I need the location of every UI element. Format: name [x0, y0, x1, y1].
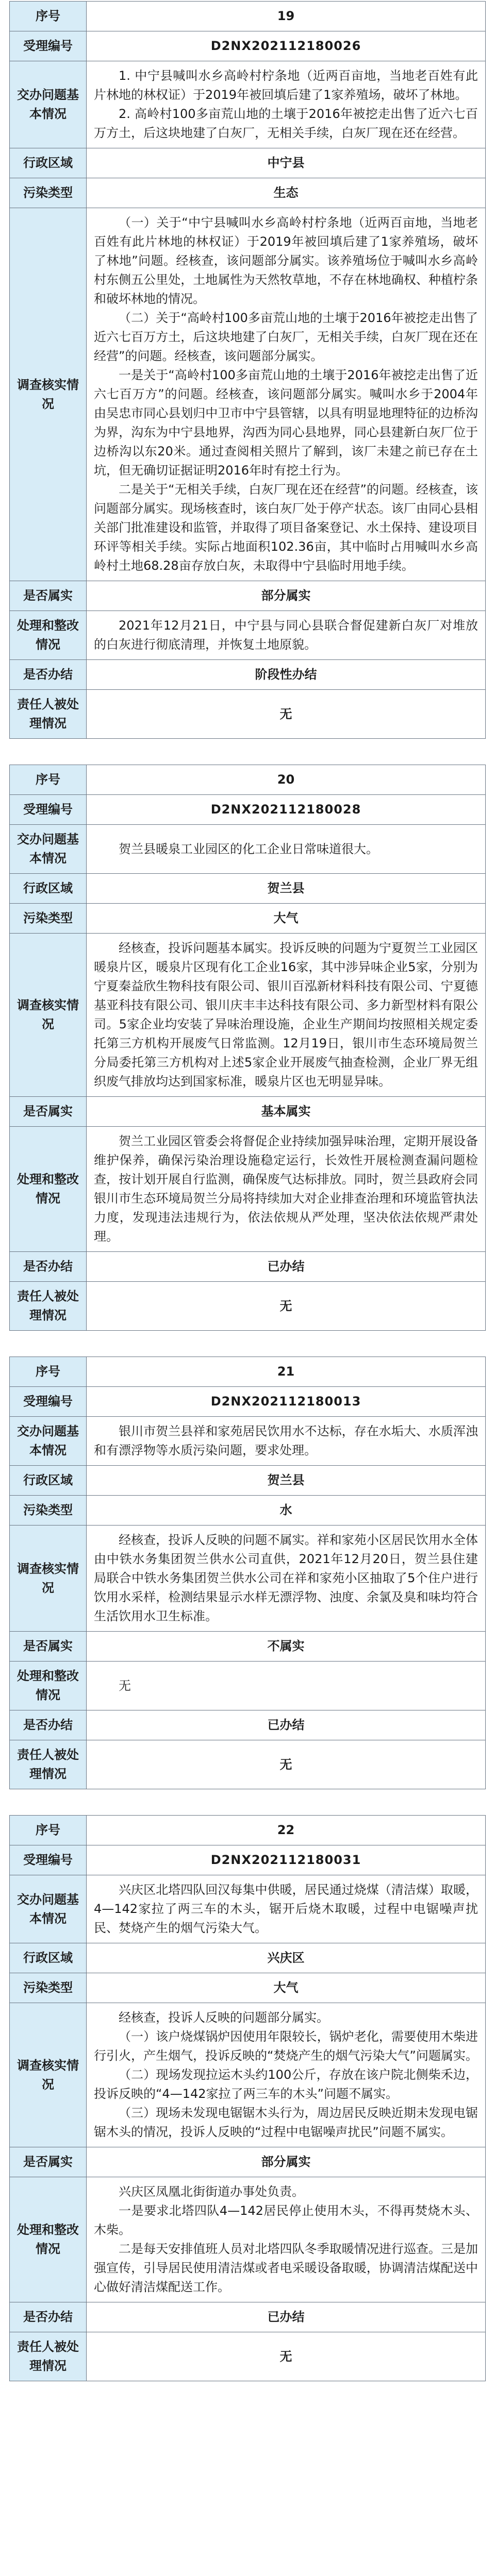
pollution-type-label: 污染类型 — [10, 904, 87, 934]
investigation-text — [87, 1526, 486, 1632]
closed-label: 是否办结 — [10, 660, 87, 690]
seq-label: 序号 — [10, 1357, 87, 1387]
accountability-label: 责任人被处理情况 — [10, 1282, 87, 1331]
row-closed — [10, 1710, 486, 1740]
case-table-22 — [9, 1815, 486, 2381]
district-value: 贺兰县 — [87, 874, 486, 904]
acceptance-no-value: D2NX202112180013 — [87, 1387, 486, 1417]
handling-paragraph: 一是要求北塔四队4—142居民停止使用木头，不得再焚烧木头、木柴。 — [94, 2204, 478, 2237]
seq-value: 19 — [87, 2, 486, 31]
handling-text — [87, 2177, 486, 2302]
row-accountability — [10, 1740, 486, 1789]
row-acceptance-no — [10, 1387, 486, 1417]
investigation-text — [87, 208, 486, 581]
investigation-paragraph: （二）现场发现拉运木头约100公斤，存放在该户院北侧柴禾边，投诉反映的“4—142家拉了两三车的木头”问题不属实。 — [94, 2067, 478, 2101]
handling-paragraph: 2021年12月21日，中宁县与同心县联合督促建新白灰厂对堆放的白灰进行彻底清理，并恢复土地原貌。 — [94, 618, 478, 652]
handling-paragraph: 无 — [119, 1678, 131, 1693]
handling-label: 处理和整改情况 — [10, 2177, 87, 2302]
complaint-paragraph: 贺兰县暖泉工业园区的化工企业日常味道很大。 — [119, 841, 378, 856]
investigation-label: 调查核实情况 — [10, 934, 87, 1097]
investigation-paragraph: 经核查，投诉人反映的问题部分属实。 — [119, 2010, 329, 2025]
row-acceptance-no — [10, 1845, 486, 1875]
row-verified — [10, 1097, 486, 1127]
investigation-paragraph: 经核查，投诉人反映的问题不属实。祥和家苑小区居民饮用水全体由中铁水务集团贺兰供水公司直供，2021年12月20日，贺兰县住建局联合中铁水务集团贺兰供水公司在祥和家苑小区抽取了5个住户进行饮用水采样，检测结果显示水样无漂浮物、浊度、余氯及臭和味均符合生活饮用水卫生标准。 — [94, 1533, 478, 1623]
investigation-label: 调查核实情况 — [10, 2003, 87, 2147]
verified-value: 不属实 — [87, 1632, 486, 1662]
investigation-label: 调查核实情况 — [10, 1526, 87, 1632]
row-accountability — [10, 2332, 486, 2381]
row-investigation — [10, 208, 486, 581]
case-table-19 — [9, 1, 486, 739]
row-district — [10, 1466, 486, 1496]
row-closed — [10, 1252, 486, 1282]
row-closed — [10, 660, 486, 690]
verified-label: 是否属实 — [10, 2147, 87, 2177]
pollution-type-value: 生态 — [87, 178, 486, 208]
investigation-paragraph: 二是关于“无相关手续，白灰厂现在还在经营”的问题。经核查，该问题部分属实。现场核查时，该白灰厂处于停产状态。该厂由同心县相关部门批准建设和监管，并取得了项目备案登记、水土保持、建设项目环评等相关手续。实际占地面积102.36亩，其中临时占用喊叫水乡高岭村土地68.28亩存放白灰，未取得中宁县临时用地手续。 — [94, 482, 478, 573]
pollution-type-value: 大气 — [87, 1973, 486, 2003]
row-investigation — [10, 1526, 486, 1632]
acceptance-no-label: 受理编号 — [10, 31, 87, 61]
verified-label: 是否属实 — [10, 1632, 87, 1662]
acceptance-no-value: D2NX202112180028 — [87, 795, 486, 825]
district-value: 贺兰县 — [87, 1466, 486, 1496]
row-district — [10, 874, 486, 904]
row-investigation — [10, 934, 486, 1097]
verified-label: 是否属实 — [10, 1097, 87, 1127]
row-accountability — [10, 1282, 486, 1331]
row-acceptance-no — [10, 795, 486, 825]
handling-text — [87, 611, 486, 660]
investigation-paragraph: （三）现场未发现电锯锯木头行为，周边居民反映近期未发现电锯锯木头的情况，投诉人反映的“过程中电锯噪声扰民”问题不属实。 — [94, 2106, 478, 2139]
investigation-text — [87, 2003, 486, 2147]
pollution-type-label: 污染类型 — [10, 178, 87, 208]
row-district — [10, 148, 486, 178]
handling-label: 处理和整改情况 — [10, 611, 87, 660]
district-value: 兴庆区 — [87, 1943, 486, 1973]
acceptance-no-label: 受理编号 — [10, 795, 87, 825]
row-complaint — [10, 1875, 486, 1943]
handling-paragraph: 贺兰工业园区管委会将督促企业持续加强异味治理，定期开展设备维护保养，确保污染治理设施稳定运行，长效性开展检测查漏问题检查，按计划开展自行监测，确保废气达标排放。同时，贺兰县政府会同银川市生态环境局贺兰分局将持续加大对企业排查治理和环境监管执法力度，发现违法违规行为，依法依规从严处理，坚决依法依规严肃处理。 — [94, 1134, 478, 1244]
closed-value: 已办结 — [87, 1710, 486, 1740]
row-investigation — [10, 2003, 486, 2147]
verified-value: 部分属实 — [87, 581, 486, 611]
investigation-paragraph: （二）关于“高岭村100多亩荒山地的土壤于2016年被挖走出售了近六七百万方土，后这块地建了白灰厂，无相关手续，白灰厂现在还在经营”的问题。经核查，该问题部分属实。 — [94, 311, 478, 363]
row-complaint — [10, 1417, 486, 1466]
accountability-value: 无 — [87, 690, 486, 739]
acceptance-no-value: D2NX202112180031 — [87, 1845, 486, 1875]
investigation-label: 调查核实情况 — [10, 208, 87, 581]
handling-label: 处理和整改情况 — [10, 1127, 87, 1252]
table-gap — [0, 739, 495, 765]
table-gap — [0, 1789, 495, 1815]
row-acceptance-no — [10, 31, 486, 61]
investigation-paragraph: （一）关于“中宁县喊叫水乡高岭村柠条地（近两百亩地，当地老百姓有此片林地的林权证）于2019年被回填后建了1家养殖场，破坏了林地”问题。经核查，该问题部分属实。该养殖场位于喊叫水乡高岭村东侧五公里处，土地属性为天然牧草地，不存在林地确权、种植柠条和破坏林地的情况。 — [94, 215, 478, 306]
acceptance-no-value: D2NX202112180026 — [87, 31, 486, 61]
complaint-paragraph: 2. 高岭村100多亩荒山地的土壤于2016年被挖走出售了近六七百万方土，后这块地建了白灰厂，无相关手续，白灰厂现在还在经营。 — [94, 107, 478, 140]
seq-value: 20 — [87, 765, 486, 795]
seq-label: 序号 — [10, 1816, 87, 1845]
row-handling — [10, 611, 486, 660]
row-seq — [10, 2, 486, 31]
verified-value: 基本属实 — [87, 1097, 486, 1127]
row-seq — [10, 1357, 486, 1387]
row-district — [10, 1943, 486, 1973]
accountability-value: 无 — [87, 1740, 486, 1789]
row-pollution-type — [10, 1973, 486, 2003]
complaint-label: 交办问题基本情况 — [10, 61, 87, 148]
seq-label: 序号 — [10, 765, 87, 795]
handling-paragraph: 二是每天安排值班人员对北塔四队冬季取暖情况进行巡查。三是加强宣传，引导居民使用清洁煤或者电采暖设备取暖，协调清洁煤配送中心做好清洁煤配送工作。 — [94, 2242, 478, 2294]
district-label: 行政区域 — [10, 874, 87, 904]
district-label: 行政区域 — [10, 1943, 87, 1973]
closed-label: 是否办结 — [10, 1252, 87, 1282]
seq-value: 21 — [87, 1357, 486, 1387]
pollution-type-label: 污染类型 — [10, 1496, 87, 1526]
accountability-value: 无 — [87, 2332, 486, 2381]
investigation-paragraph: 一是关于“高岭村100多亩荒山地的土壤于2016年被挖走出售了近六七百万方”的问题。经核查，该问题部分属实。喊叫水乡于2004年由吴忠市同心县划归中卫市中宁县管辖，以具有明显地理特征的边桥沟为界，沟东为中宁县地界，沟西为同心县地界，同心县建新白灰厂位于边桥沟以东20米。通过查阅相关照片了解到，该厂未建之前已存在土坑，但无确切证据证明2016年时有挖土行为。 — [94, 368, 478, 478]
investigation-text — [87, 934, 486, 1097]
complaint-paragraph: 1. 中宁县喊叫水乡高岭村柠条地（近两百亩地，当地老百姓有此片林地的林权证）于2019年被回填后建了1家养殖场，破坏了林地。 — [94, 69, 478, 102]
row-complaint — [10, 61, 486, 148]
seq-value: 22 — [87, 1816, 486, 1845]
row-pollution-type — [10, 904, 486, 934]
closed-value: 已办结 — [87, 1252, 486, 1282]
row-pollution-type — [10, 1496, 486, 1526]
accountability-label: 责任人被处理情况 — [10, 2332, 87, 2381]
row-handling — [10, 2177, 486, 2302]
row-complaint — [10, 825, 486, 874]
closed-label: 是否办结 — [10, 2302, 87, 2332]
row-handling — [10, 1662, 486, 1710]
row-pollution-type — [10, 178, 486, 208]
accountability-label: 责任人被处理情况 — [10, 1740, 87, 1789]
table-gap — [0, 1331, 495, 1357]
complaint-text — [87, 61, 486, 148]
pollution-type-value: 大气 — [87, 904, 486, 934]
complaint-text — [87, 825, 486, 874]
acceptance-no-label: 受理编号 — [10, 1387, 87, 1417]
row-accountability — [10, 690, 486, 739]
complaint-paragraph: 兴庆区北塔四队回汉每集中供暖，居民通过烧煤（清洁煤）取暖，4—142家拉了两三车的木头，锯开后烧木取暖，过程中电锯噪声扰民、焚烧产生的烟气污染大气。 — [94, 1883, 478, 1935]
row-handling — [10, 1127, 486, 1252]
case-table-20 — [9, 765, 486, 1331]
investigation-paragraph: （一）该户烧煤锅炉因使用年限较长，锅炉老化，需要使用木柴进行引火，产生烟气，投诉反映的“焚烧产生的烟气污染大气”问题属实。 — [94, 2029, 478, 2063]
acceptance-no-label: 受理编号 — [10, 1845, 87, 1875]
pollution-type-value: 水 — [87, 1496, 486, 1526]
complaint-label: 交办问题基本情况 — [10, 825, 87, 874]
complaint-text — [87, 1417, 486, 1466]
row-closed — [10, 2302, 486, 2332]
row-verified — [10, 581, 486, 611]
closed-value: 阶段性办结 — [87, 660, 486, 690]
complaint-paragraph: 银川市贺兰县祥和家苑居民饮用水不达标，存在水垢大、水质浑浊和有漂浮物等水质污染问题，要求处理。 — [94, 1424, 478, 1458]
handling-text — [87, 1662, 486, 1710]
complaint-text — [87, 1875, 486, 1943]
row-verified — [10, 2147, 486, 2177]
seq-label: 序号 — [10, 2, 87, 31]
handling-label: 处理和整改情况 — [10, 1662, 87, 1710]
verified-label: 是否属实 — [10, 581, 87, 611]
accountability-label: 责任人被处理情况 — [10, 690, 87, 739]
verified-value: 部分属实 — [87, 2147, 486, 2177]
row-seq — [10, 1816, 486, 1845]
accountability-value: 无 — [87, 1282, 486, 1331]
district-label: 行政区域 — [10, 1466, 87, 1496]
case-table-21 — [9, 1357, 486, 1789]
investigation-paragraph: 经核查，投诉问题基本属实。投诉反映的问题为宁夏贺兰工业园区暖泉片区，暖泉片区现有化工企业16家，其中涉异味企业5家，分别为宁夏秦益欣生物科技有限公司、银川百泓新材料科技有限公司、宁夏德基亚科技有限公司、银川庆丰丰达科技有限公司、多力新型材料有限公司。5家企业均安装了异味治理设施，企业生产期间均按照相关规定委托第三方机构开展废气日常监测。12月19日，银川市生态环境局贺兰分局委托第三方机构对上述5家企业开展废气抽查检测，企业厂界无组织废气排放均达到国家标准，暖泉片区也无明显异味。 — [94, 941, 478, 1089]
pollution-type-label: 污染类型 — [10, 1973, 87, 2003]
closed-value: 已办结 — [87, 2302, 486, 2332]
handling-text — [87, 1127, 486, 1252]
closed-label: 是否办结 — [10, 1710, 87, 1740]
complaint-label: 交办问题基本情况 — [10, 1875, 87, 1943]
district-label: 行政区域 — [10, 148, 87, 178]
district-value: 中宁县 — [87, 148, 486, 178]
row-verified — [10, 1632, 486, 1662]
handling-paragraph: 兴庆区凤凰北街街道办事处负责。 — [119, 2184, 304, 2199]
complaint-label: 交办问题基本情况 — [10, 1417, 87, 1466]
row-seq — [10, 765, 486, 795]
